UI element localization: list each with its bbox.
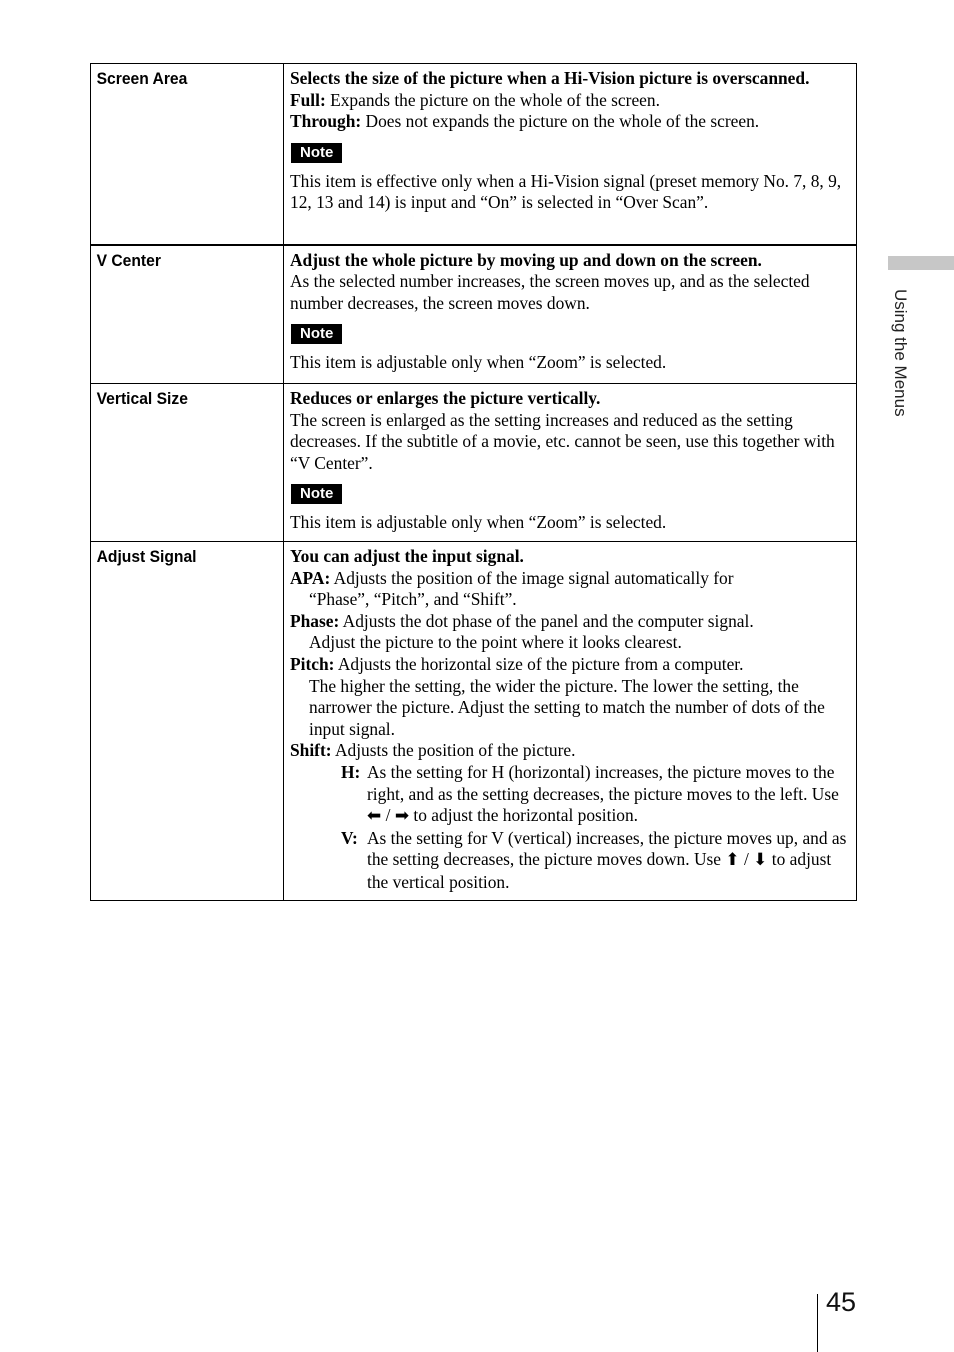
row-label: Vertical Size [96, 389, 188, 408]
sub-text [367, 828, 850, 894]
option-pitch [290, 654, 850, 676]
row-description [284, 245, 857, 384]
page-number-divider [817, 1294, 818, 1352]
row-label: V Center [96, 250, 161, 270]
option-apa [290, 568, 850, 590]
row-body: As the selected number increases, the screen moves up, and as the selected number decreases, the screen moves down. [290, 271, 810, 313]
option-text: Does not expands the picture on the whole of the screen. [361, 111, 760, 132]
row-label: Adjust Signal [96, 547, 197, 566]
option-shift [290, 740, 850, 762]
sub-term: H: [341, 761, 361, 782]
option-term: Through: [290, 111, 362, 132]
row-label: Screen Area [96, 69, 188, 88]
sub-text-part: to adjust the vertical position. [367, 849, 832, 892]
note-text: This item is effective only when a Hi-Vision signal (preset memory No. 7, 8, 9, 12, 13 and 14) is input and “On” is selected in “Over Scan”. [290, 170, 842, 213]
section-tab-label: Using the Menus [891, 289, 910, 417]
option-through [290, 111, 850, 133]
table-row-v-center [91, 245, 857, 384]
settings-table [90, 63, 857, 901]
slash-separator: / [743, 849, 749, 870]
option-pitch-continued: The higher the setting, the wider the picture. The lower the setting, the narrower the picture. Adjust the setting to match the number of dots of the input signal. [309, 675, 825, 739]
page-number: 45 [826, 1287, 857, 1317]
option-text: Adjusts the horizontal size of the picture from a computer. [334, 653, 744, 674]
sub-term: V: [341, 827, 358, 848]
row-description [284, 384, 857, 542]
table-row-adjust-signal [91, 542, 857, 901]
option-text: Expands the picture on the whole of the screen. [325, 89, 660, 110]
section-tab-marker [888, 256, 954, 270]
option-term: Pitch: [290, 653, 335, 674]
row-heading: Reduces or enlarges the picture vertically. [290, 388, 601, 408]
table-row-vertical-size [91, 384, 857, 542]
up-arrow-icon: ⬆ [725, 850, 740, 871]
slash-separator: / [385, 805, 391, 826]
option-term: Phase: [290, 610, 340, 631]
note-text: This item is adjustable only when “Zoom” is selected. [290, 352, 667, 373]
option-text: Adjusts the position of the image signal automatically for [330, 567, 734, 588]
option-apa-continued: “Phase”, “Pitch”, and “Shift”. [309, 589, 517, 610]
sub-text-part: As the setting for V (vertical) increases, the picture moves up, and as the setting decreases, the picture moves down. Use [367, 827, 847, 870]
left-arrow-icon: ⬅ [367, 806, 382, 827]
table-row-screen-area [91, 64, 857, 245]
option-term: APA: [290, 567, 331, 588]
sub-text [367, 762, 850, 828]
shift-option-h [341, 762, 850, 828]
row-heading: Adjust the whole picture by moving up and down on the screen. [290, 249, 762, 270]
option-text: Adjusts the position of the picture. [331, 740, 576, 761]
row-body: The screen is enlarged as the setting increases and reduced as the setting decreases. If the subtitle of a movie, etc. cannot be seen, use this together with “V Center”. [290, 409, 835, 473]
option-phase-continued: Adjust the picture to the point where it looks clearest. [309, 632, 682, 653]
note-badge: Note [291, 143, 342, 163]
row-description [284, 64, 857, 245]
note-badge: Note [291, 324, 342, 344]
option-full [290, 90, 850, 112]
option-phase [290, 611, 850, 633]
shift-option-v [341, 828, 850, 894]
row-heading: Selects the size of the picture when a Hi-Vision picture is overscanned. [290, 68, 810, 88]
down-arrow-icon: ⬇ [753, 850, 768, 871]
right-arrow-icon: ➡ [394, 806, 410, 827]
note-text: This item is adjustable only when “Zoom” is selected. [290, 512, 667, 533]
row-heading: You can adjust the input signal. [290, 546, 524, 566]
sub-text-part: to adjust the horizontal position. [413, 805, 639, 826]
option-term: Shift: [290, 740, 332, 761]
sub-text-part: As the setting for H (horizontal) increases, the picture moves to the right, and as the setting decreases, the picture moves to the left. Use [367, 761, 839, 804]
option-text: Adjusts the dot phase of the panel and the computer signal. [339, 610, 754, 631]
row-description [284, 542, 857, 901]
note-badge: Note [291, 484, 342, 504]
option-term: Full: [290, 89, 326, 110]
